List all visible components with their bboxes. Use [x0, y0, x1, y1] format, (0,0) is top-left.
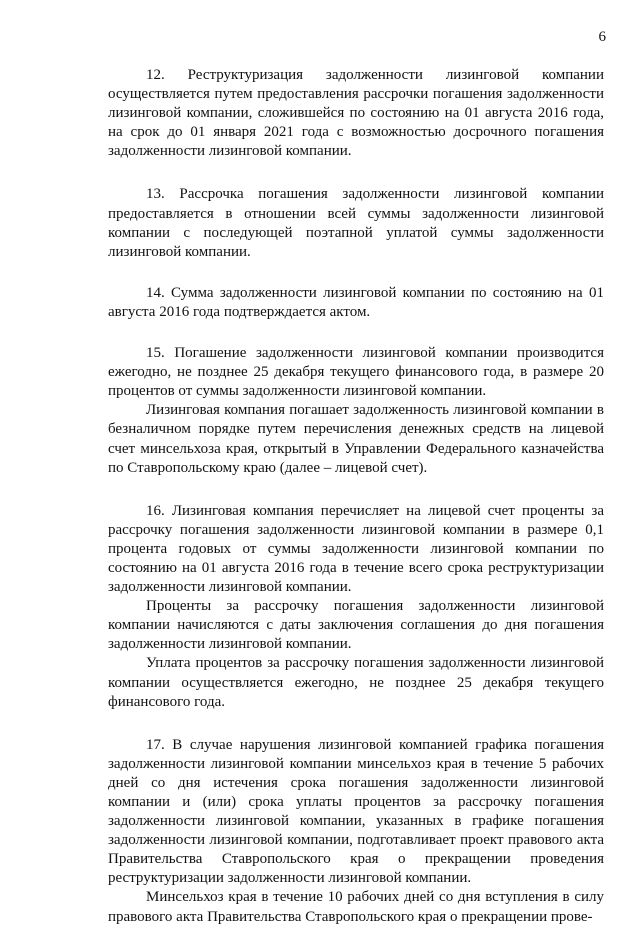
paragraph: 13. Рассрочка погашения задолженности лизинговой компании предоставляется в отношении всей суммы задолженности лизинговой компании с последующей поэтапной уплатой суммы задолженности лизинговой компании.	[108, 186, 604, 260]
section-13	[108, 185, 604, 261]
paragraph: 14. Сумма задолженности лизинговой компании по состоянию на 01 августа 2016 года подтверждается актом.	[108, 284, 604, 320]
paragraph: 15. Погашение задолженности лизинговой компании производится ежегодно, не позднее 25 декабря текущего финансового года, в размере 20 процентов от суммы задолженности лизинговой компании.	[108, 345, 604, 400]
paragraph: 16. Лизинговая компания перечисляет на лицевой счет проценты за рассрочку погашения задолженности лизинговой компании в размере 0,1 процента годовых от суммы задолженности лизинговой компании по состоянию на 01 августа 2016 года в течение всего срока реструктуризации задолженности лизинговой компании.	[108, 502, 604, 596]
page-number: 6	[598, 29, 606, 45]
section-16	[108, 502, 604, 712]
paragraph: 12. Реструктуризация задолженности лизинговой компании осуществляется путем предоставления рассрочки погашения задолженности лизинговой компании, сложившейся по состоянию на 01 августа 2016 года, на срок до 01 января 2021 года с возможностью досрочного погашения задолженности лизинговой компании.	[108, 67, 604, 160]
paragraph: Уплата процентов за рассрочку погашения задолженности лизинговой компании осуществляется ежегодно, не позднее 25 декабря текущего финансового года.	[108, 655, 604, 710]
paragraph: Лизинговая компания погашает задолженность лизинговой компании в безналичном порядке путем перечисления денежных средств на лицевой счет минсельхоза края, открытый в Управлении Федерального казначейства по Ставропольскому краю (далее – лицевой счет).	[108, 402, 604, 476]
paragraph: Проценты за рассрочку погашения задолженности лизинговой компании начисляются с даты заключения соглашения до дня погашения задолженности лизинговой компании.	[108, 598, 604, 653]
section-14	[108, 284, 604, 322]
section-15	[108, 344, 604, 478]
paragraph: 17. В случае нарушения лизинговой компанией графика погашения задолженности лизинговой компании минсельхоз края в течение 5 рабочих дней со дня истечения срока погашения задолженности лизинговой компании и (или) срока уплаты процентов за рассрочку погашения задолженности лизинговой компании, указанных в графике погашения задолженности лизинговой компании, подготавливает проект правового акта Правительства Ставропольского края о прекращении проведения реструктуризации задолженности лизинговой компании.	[108, 736, 604, 887]
document-body	[108, 66, 604, 951]
section-12	[108, 66, 604, 161]
section-17	[108, 736, 604, 927]
paragraph: Минсельхоз края в течение 10 рабочих дней со дня вступления в силу правового акта Правительства Ставропольского края о прекращении прове-	[108, 889, 604, 925]
